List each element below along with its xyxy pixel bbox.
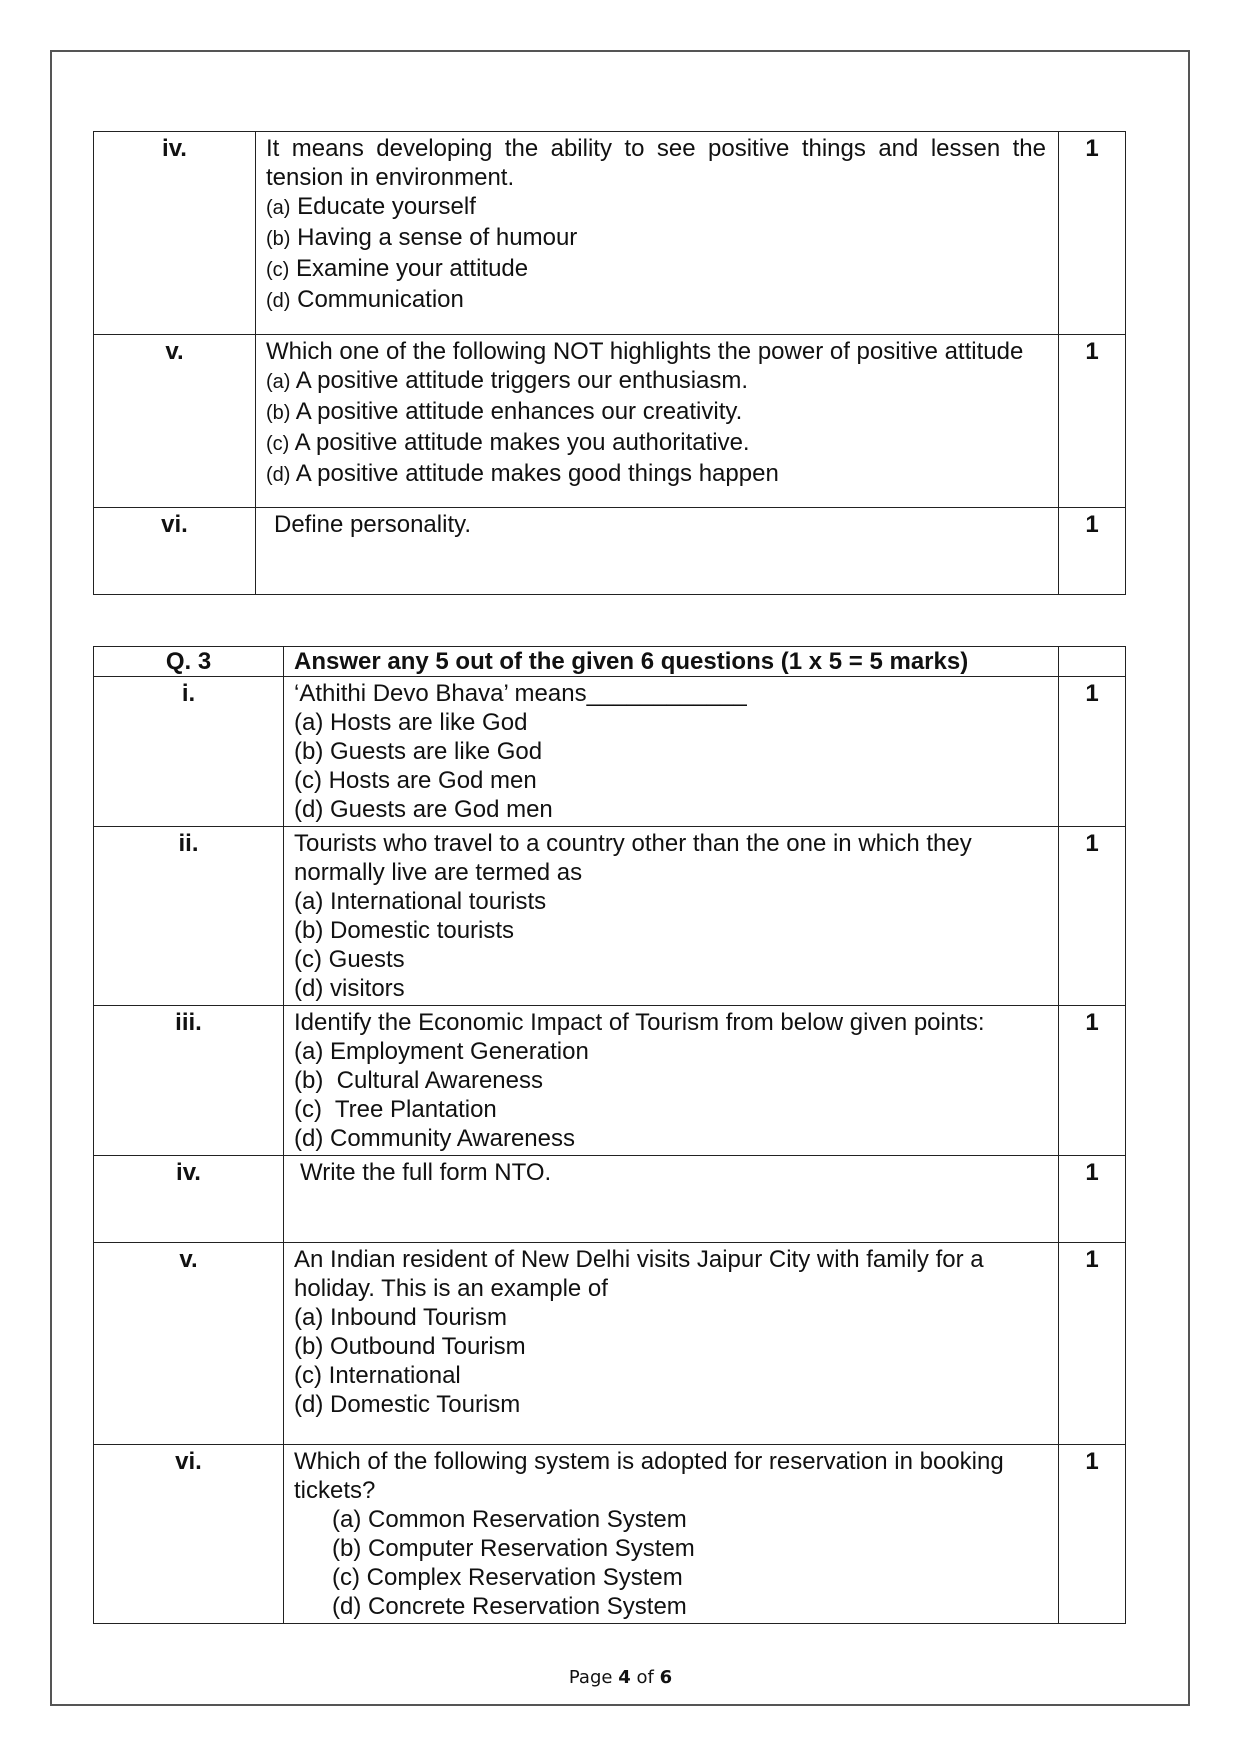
question-stem: Which one of the following NOT highlights the power of positive attitude [266, 338, 1024, 365]
table-row [94, 508, 1126, 595]
question-number: i. [94, 677, 284, 827]
option: (a) A positive attitude triggers our enthusiasm. [266, 367, 749, 394]
marks-cell: 1 [1059, 132, 1126, 335]
question-stem: Write the full form NTO. [300, 1159, 552, 1186]
table-row [94, 335, 1126, 508]
current-page-number: 4 [618, 1667, 631, 1688]
option: (d) Concrete Reservation System [332, 1593, 687, 1620]
option: (d) Community Awareness [294, 1125, 575, 1152]
marks-cell: 1 [1059, 1243, 1126, 1445]
question-stem: ‘Athithi Devo Bhava’ means____________ [294, 680, 747, 707]
table-row [94, 1243, 1126, 1445]
option: (a) Employment Generation [294, 1038, 589, 1065]
option: (d) Domestic Tourism [294, 1391, 521, 1418]
of-label: of [636, 1667, 654, 1688]
question-cell [256, 132, 1059, 335]
question-cell [284, 1006, 1059, 1156]
option: (b) Cultural Awareness [294, 1067, 543, 1094]
question-stem: Identify the Economic Impact of Tourism from below given points: [294, 1009, 985, 1036]
section-instruction: Answer any 5 out of the given 6 questions (1 x 5 = 5 marks) [284, 647, 1059, 677]
total-page-number: 6 [659, 1667, 673, 1688]
option: (a) Hosts are like God [294, 709, 528, 736]
question-cell [284, 1243, 1059, 1445]
option: (c) Complex Reservation System [332, 1564, 683, 1591]
option: (c) Guests [294, 946, 405, 973]
option: (b) Computer Reservation System [332, 1535, 695, 1562]
option: (a) International tourists [294, 888, 547, 915]
option: (a) Common Reservation System [332, 1506, 687, 1533]
question-stem: Tourists who travel to a country other than the one in which they normally live are termed as [294, 830, 972, 886]
question-number: v. [94, 335, 256, 508]
marks-cell: 1 [1059, 677, 1126, 827]
option: (a) Inbound Tourism [294, 1304, 507, 1331]
table-row [94, 827, 1126, 1006]
option: (d) Guests are God men [294, 796, 553, 823]
marks-cell: 1 [1059, 335, 1126, 508]
question-number: iv. [94, 1156, 284, 1243]
option: (d) Communication [266, 286, 464, 313]
table-row [94, 677, 1126, 827]
question-table-2 [93, 131, 1126, 595]
question-number: vi. [94, 508, 256, 595]
question-number: vi. [94, 1445, 284, 1624]
section-number: Q. 3 [94, 647, 284, 677]
marks-cell: 1 [1059, 1445, 1126, 1624]
option: (b) Domestic tourists [294, 917, 515, 944]
option: (b) Outbound Tourism [294, 1333, 526, 1360]
marks-cell: 1 [1059, 1156, 1126, 1243]
question-cell [284, 1156, 1059, 1243]
table-row [94, 132, 1126, 335]
marks-cell: 1 [1059, 1006, 1126, 1156]
option: (c) International [294, 1362, 461, 1389]
page-label: Page [568, 1667, 613, 1688]
option: (c) Hosts are God men [294, 767, 537, 794]
question-stem: Define personality. [274, 511, 471, 538]
marks-cell [1059, 647, 1126, 677]
question-stem: Which of the following system is adopted for reservation in booking tickets? [294, 1448, 1004, 1504]
option: (b) Guests are like God [294, 738, 543, 765]
question-number: ii. [94, 827, 284, 1006]
question-cell [256, 335, 1059, 508]
question-cell [284, 1445, 1059, 1624]
option: (d) A positive attitude makes good things happen [266, 460, 779, 487]
table-row [94, 1445, 1126, 1624]
option: (b) A positive attitude enhances our creativity. [266, 398, 743, 425]
marks-cell: 1 [1059, 508, 1126, 595]
option: (a) Educate yourself [266, 193, 476, 220]
section-header-row [94, 647, 1126, 677]
question-stem: It means developing the ability to see positive things and lessen the tension in environment. [266, 135, 1046, 191]
question-table-3 [93, 646, 1126, 1624]
question-number: iii. [94, 1006, 284, 1156]
marks-cell: 1 [1059, 827, 1126, 1006]
question-stem: An Indian resident of New Delhi visits Jaipur City with family for a holiday. This is an example of [294, 1246, 984, 1302]
page-footer [0, 1667, 1241, 1688]
option: (c) Examine your attitude [266, 255, 529, 282]
option: (c) A positive attitude makes you authoritative. [266, 429, 750, 456]
question-cell [284, 827, 1059, 1006]
question-cell [284, 677, 1059, 827]
option: (c) Tree Plantation [294, 1096, 497, 1123]
table-row [94, 1156, 1126, 1243]
option: (d) visitors [294, 975, 405, 1002]
question-number: iv. [94, 132, 256, 335]
question-number: v. [94, 1243, 284, 1445]
question-cell [256, 508, 1059, 595]
table-row [94, 1006, 1126, 1156]
option: (b) Having a sense of humour [266, 224, 578, 251]
